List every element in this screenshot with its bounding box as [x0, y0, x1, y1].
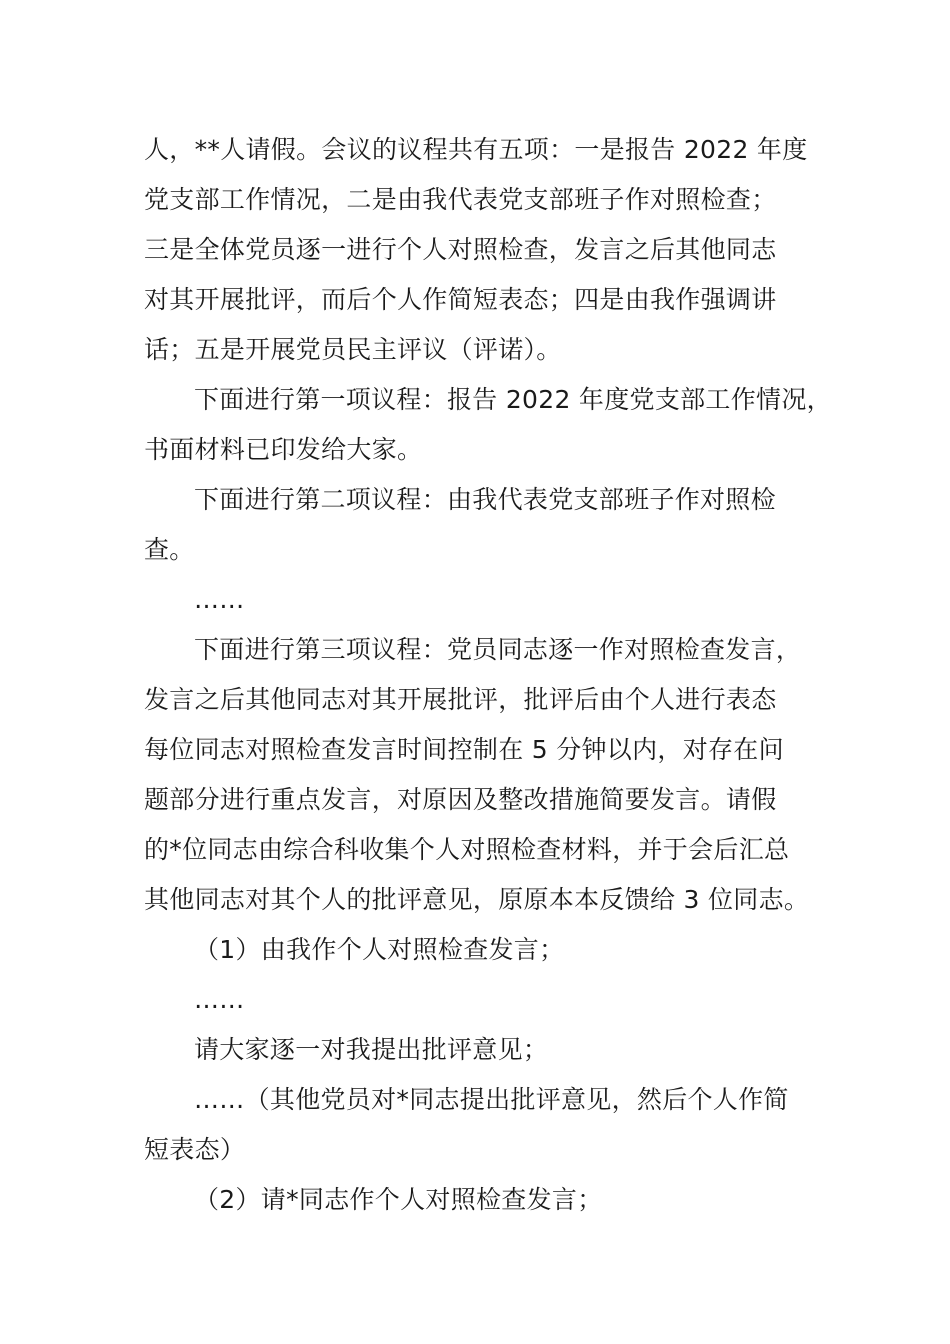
text-line: 下面进行第三项议程：党员同志逐一作对照检查发言， — [194, 635, 802, 664]
ellipsis-line: …… — [194, 585, 245, 614]
text-line: 的*位同志由综合科收集个人对照检查材料，并于会后汇总 — [144, 835, 790, 864]
text-line: 下面进行第一项议程：报告 2022 年度党支部工作情况， — [194, 385, 832, 414]
text-line: 人，**人请假。会议的议程共有五项：一是报告 2022 年度 — [144, 135, 808, 164]
text-line: 短表态） — [144, 1135, 246, 1164]
text-line: 其他同志对其个人的批评意见，原原本本反馈给 3 位同志。 — [144, 885, 810, 914]
text-line: 查。 — [144, 535, 195, 564]
ellipsis-line: …… — [194, 985, 245, 1014]
text-line: 下面进行第二项议程：由我代表党支部班子作对照检 — [194, 485, 776, 514]
text-line: 每位同志对照检查发言时间控制在 5 分钟以内，对存在问 — [144, 735, 784, 764]
text-line: 题部分进行重点发言，对原因及整改措施简要发言。请假 — [144, 785, 777, 814]
text-line: 书面材料已印发给大家。 — [144, 435, 423, 464]
text-line: 对其开展批评，而后个人作简短表态；四是由我作强调讲 — [144, 285, 777, 314]
list-item-line: （1）由我作个人对照检查发言； — [194, 935, 565, 964]
text-line: 请大家逐一对我提出批评意见； — [194, 1035, 549, 1064]
text-line: 三是全体党员逐一进行个人对照检查，发言之后其他同志 — [144, 235, 777, 264]
list-item-line: （2）请*同志作个人对照检查发言； — [194, 1185, 603, 1214]
text-line: 话；五是开展党员民主评议（评诺）。 — [144, 335, 562, 364]
text-line: ……（其他党员对*同志提出批评意见，然后个人作简 — [194, 1085, 789, 1114]
text-line: 党支部工作情况，二是由我代表党支部班子作对照检查； — [144, 185, 777, 214]
text-line: 发言之后其他同志对其开展批评，批评后由个人进行表态 — [144, 685, 777, 714]
